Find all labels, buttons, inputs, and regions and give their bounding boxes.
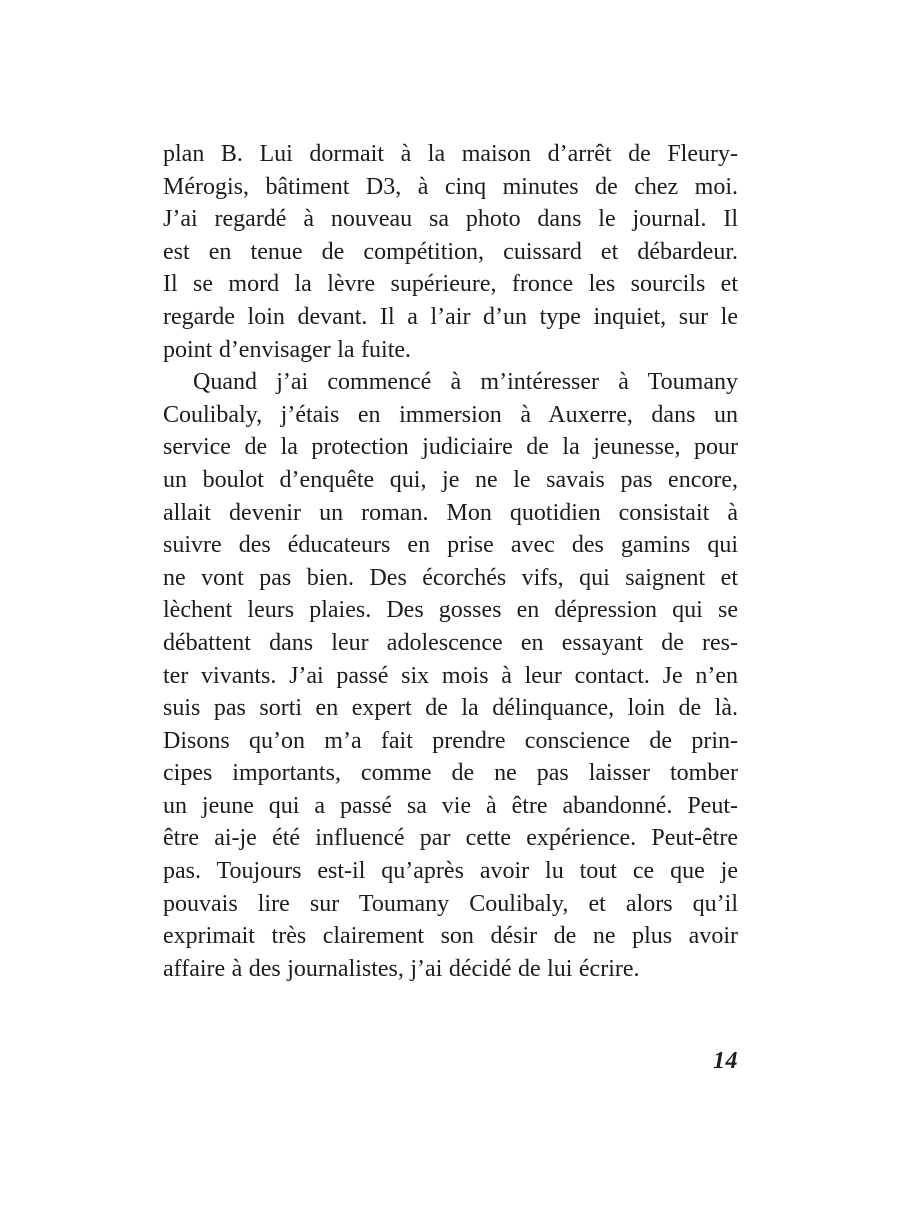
text-line: affaire à des journalistes, j’ai décidé de lui écrire. xyxy=(163,955,640,982)
paragraph xyxy=(163,138,738,366)
text-line: suis pas sorti en expert de la délinquance, loin de là. xyxy=(163,695,738,722)
page-number: 14 xyxy=(713,1048,738,1074)
text-line: exprimait très clairement son désir de ne plus avoir xyxy=(163,923,738,950)
text-line: Disons qu’on m’a fait prendre conscience de prin- xyxy=(163,727,738,754)
text-line: service de la protection judiciaire de la jeunesse, pour xyxy=(163,434,738,461)
text-line: être ai-je été influencé par cette expérience. Peut-être xyxy=(163,825,738,852)
text-line: Quand j’ai commencé à m’intéresser à Toumany xyxy=(193,369,738,396)
text-line: est en tenue de compétition, cuissard et débardeur. xyxy=(163,238,738,265)
text-line: lèchent leurs plaies. Des gosses en dépression qui se xyxy=(163,597,738,624)
text-line: Coulibaly, j’étais en immersion à Auxerre, dans un xyxy=(163,401,738,428)
text-line: regarde loin devant. Il a l’air d’un type inquiet, sur le xyxy=(163,303,738,330)
text-line: allait devenir un roman. Mon quotidien consistait à xyxy=(163,499,738,526)
text-line: débattent dans leur adolescence en essayant de res- xyxy=(163,629,738,656)
text-line: pouvais lire sur Toumany Coulibaly, et alors qu’il xyxy=(163,890,738,917)
text-line: Mérogis, bâtiment D3, à cinq minutes de chez moi. xyxy=(163,173,738,200)
text-line: un boulot d’enquête qui, je ne le savais pas encore, xyxy=(163,466,738,493)
text-line: plan B. Lui dormait à la maison d’arrêt de Fleury- xyxy=(163,141,738,167)
text-line: ne vont pas bien. Des écorchés vifs, qui saignent et xyxy=(163,564,738,591)
paragraph xyxy=(163,366,738,985)
text-line: Il se mord la lèvre supérieure, fronce les sourcils et xyxy=(163,271,738,298)
text-line: point d’envisager la fuite. xyxy=(163,336,412,363)
text-line: cipes importants, comme de ne pas laisser tomber xyxy=(163,760,738,787)
text-line: un jeune qui a passé sa vie à être abandonné. Peut- xyxy=(163,792,738,819)
text-block xyxy=(163,138,738,985)
text-line: pas. Toujours est-il qu’après avoir lu tout ce que je xyxy=(163,858,738,885)
text-line: J’ai regardé à nouveau sa photo dans le journal. Il xyxy=(163,206,738,233)
text-line: ter vivants. J’ai passé six mois à leur contact. Je n’en xyxy=(163,662,738,689)
text-line: suivre des éducateurs en prise avec des gamins qui xyxy=(163,532,738,559)
